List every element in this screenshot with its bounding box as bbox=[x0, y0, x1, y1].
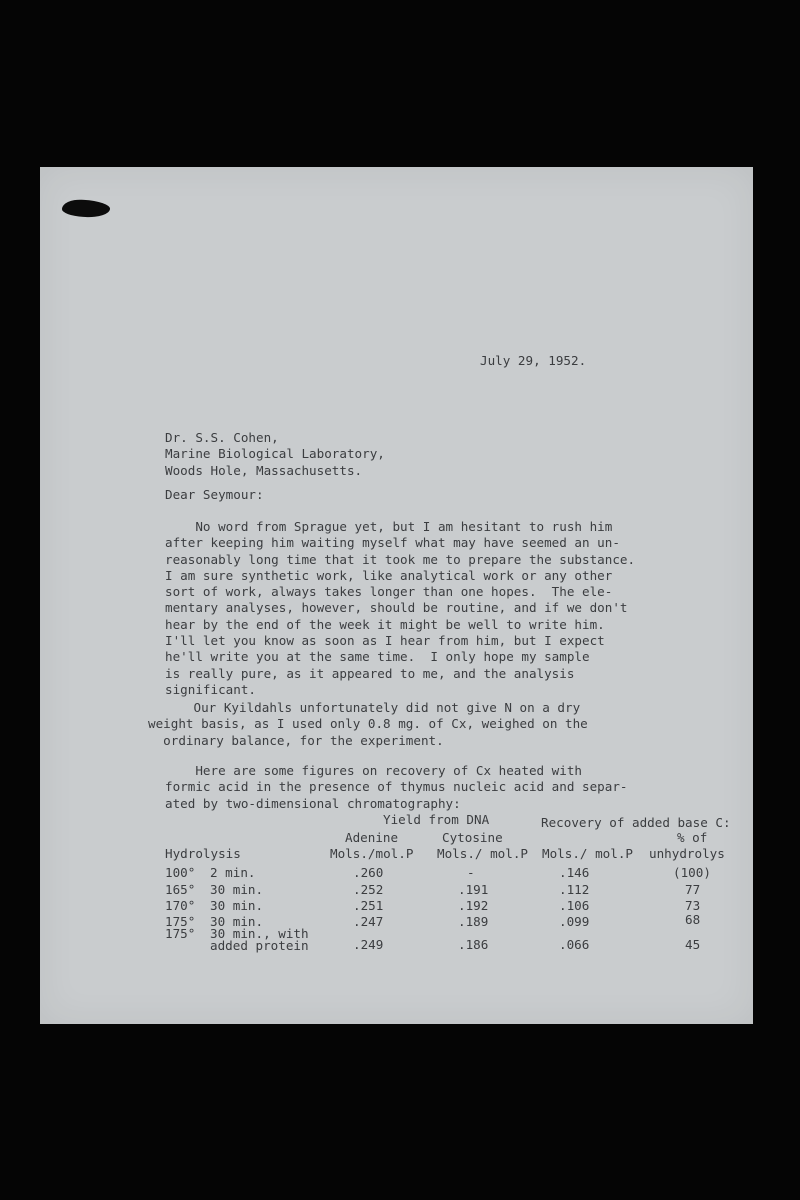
cell-pct: 73 bbox=[685, 898, 701, 913]
address-line: Dr. S.S. Cohen, bbox=[165, 430, 279, 445]
cell-cytosine: .189 bbox=[458, 914, 489, 929]
cell-temp: 165° bbox=[165, 882, 196, 897]
col-cytosine: Cytosine bbox=[442, 830, 503, 845]
col-recovery-unit: Mols./ mol.P bbox=[542, 846, 633, 861]
cell-cytosine: .192 bbox=[458, 898, 489, 913]
text-line: Our Kyildahls unfortunately did not give N on a dry bbox=[148, 700, 581, 715]
address-line: Marine Biological Laboratory, bbox=[165, 446, 385, 462]
text-line: hear by the end of the week it might be well to write him. bbox=[165, 616, 605, 632]
text-line: weight basis, as I used only 0.8 mg. of Cx, weighed on the bbox=[148, 716, 588, 732]
col-hydrolysis: Hydrolysis bbox=[165, 846, 241, 861]
cell-adenine: .260 bbox=[353, 865, 384, 880]
paragraph-3 bbox=[165, 763, 628, 812]
letter-page bbox=[40, 167, 753, 1024]
cell-recovery: .099 bbox=[559, 914, 590, 929]
cell-temp: 100° bbox=[165, 865, 196, 880]
text-line: ated by two-dimensional chromatography: bbox=[165, 795, 461, 811]
cell-adenine: .249 bbox=[353, 937, 384, 952]
salutation: Dear Seymour: bbox=[165, 487, 264, 502]
cell-time: 30 min. bbox=[210, 898, 264, 913]
cell-time: 30 min. bbox=[210, 882, 264, 897]
recipient-address bbox=[165, 430, 385, 479]
cell-time: 30 min., with bbox=[210, 926, 309, 941]
address-line: Woods Hole, Massachusetts. bbox=[165, 462, 363, 478]
cell-pct: 45 bbox=[685, 937, 701, 952]
col-adenine: Adenine bbox=[345, 830, 399, 845]
text-line: Here are some figures on recovery of Cx heated with bbox=[165, 763, 583, 778]
text-line: is really pure, as it appeared to me, and the analysis bbox=[165, 665, 575, 681]
text-line: he'll write you at the same time. I only hope my sample bbox=[165, 649, 590, 665]
table-group-recovery: Recovery of added base C: bbox=[541, 815, 731, 830]
table-group-yield: Yield from DNA bbox=[383, 812, 490, 827]
cell-adenine: .247 bbox=[353, 914, 384, 929]
cell-temp: 170° bbox=[165, 898, 196, 913]
cell-pct: 77 bbox=[685, 882, 701, 897]
col-cytosine-unit: Mols./ mol.P bbox=[437, 846, 528, 861]
cell-temp: 175° bbox=[165, 914, 196, 929]
text-line: after keeping him waiting myself what may have seemed an un- bbox=[165, 535, 620, 551]
text-line: reasonably long time that it took me to prepare the substance. bbox=[165, 551, 636, 567]
text-line: significant. bbox=[165, 681, 256, 697]
col-adenine-unit: Mols./mol.P bbox=[330, 846, 414, 861]
text-line: sort of work, always takes longer than one hopes. The ele- bbox=[165, 584, 613, 600]
col-pct: % of bbox=[677, 830, 708, 845]
col-pct-unit: unhydrolys bbox=[649, 846, 725, 861]
cell-time: 2 min. bbox=[210, 865, 256, 880]
paragraph-2 bbox=[148, 700, 588, 749]
letter-date: July 29, 1952. bbox=[480, 353, 587, 368]
cell-recovery: .106 bbox=[559, 898, 590, 913]
text-line: mentary analyses, however, should be routine, and if we don't bbox=[165, 600, 628, 616]
cell-pct: 68 bbox=[685, 912, 701, 927]
cell-cytosine: - bbox=[467, 865, 475, 880]
text-line: No word from Sprague yet, but I am hesitant to rush him bbox=[165, 519, 613, 534]
cell-temp: 175° bbox=[165, 926, 196, 941]
cell-pct: (100) bbox=[673, 865, 711, 880]
cell-recovery: .112 bbox=[559, 882, 590, 897]
cell-cytosine: .186 bbox=[458, 937, 489, 952]
punch-hole bbox=[62, 199, 111, 218]
text-line: ordinary balance, for the experiment. bbox=[148, 732, 444, 748]
cell-time-continued: added protein bbox=[210, 938, 309, 953]
cell-cytosine: .191 bbox=[458, 882, 489, 897]
cell-time: 30 min. bbox=[210, 914, 264, 929]
text-line: formic acid in the presence of thymus nucleic acid and separ- bbox=[165, 779, 628, 795]
text-line: I am sure synthetic work, like analytical work or any other bbox=[165, 567, 613, 583]
cell-recovery: .066 bbox=[559, 937, 590, 952]
text-line: I'll let you know as soon as I hear from him, but I expect bbox=[165, 633, 605, 649]
cell-adenine: .251 bbox=[353, 898, 384, 913]
paragraph-1 bbox=[165, 519, 635, 698]
cell-adenine: .252 bbox=[353, 882, 384, 897]
cell-recovery: .146 bbox=[559, 865, 590, 880]
